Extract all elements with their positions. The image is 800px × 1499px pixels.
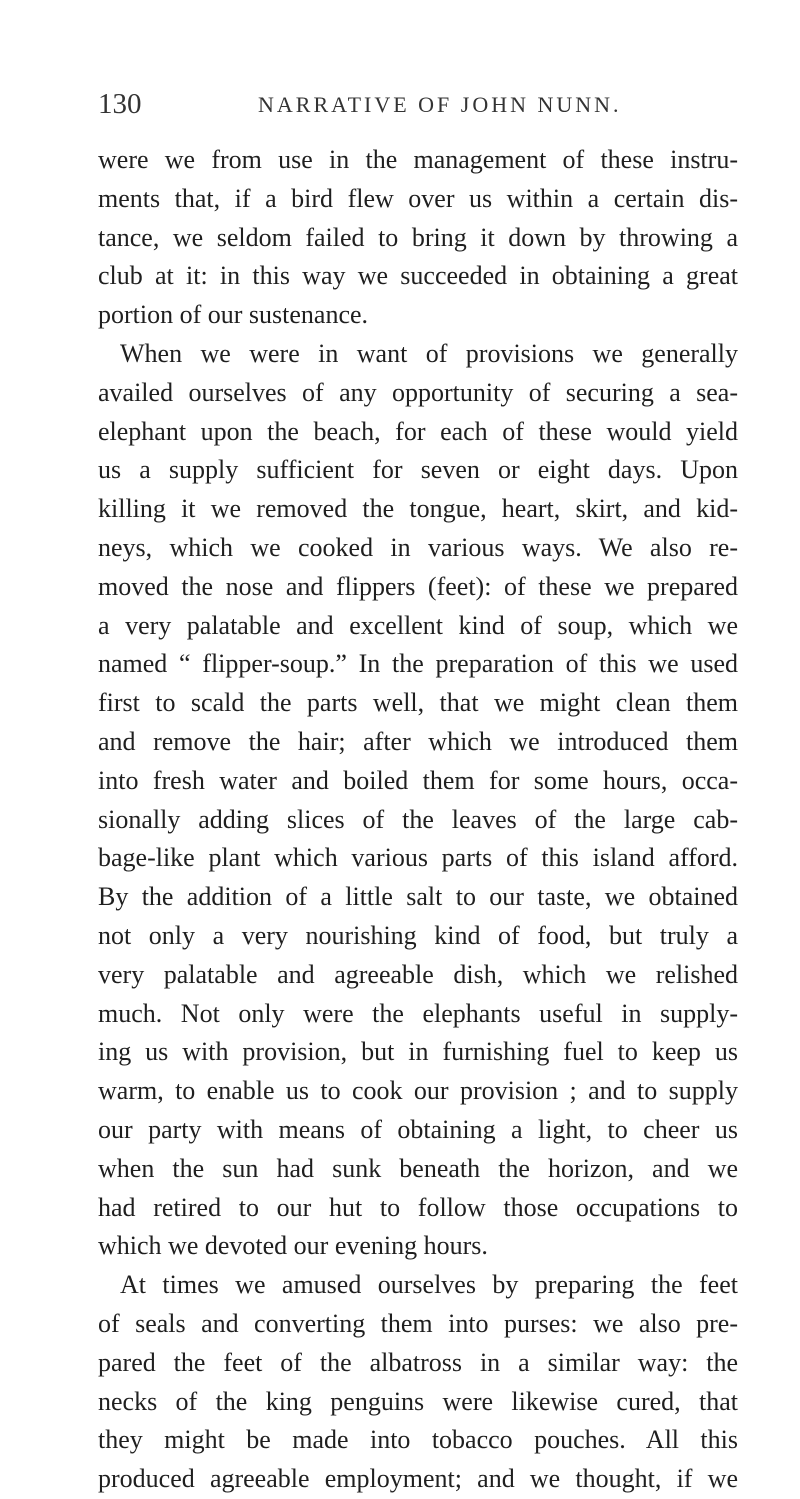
paragraph-start-line: When we were in want of provisions we generally [120,338,738,368]
page-header [98,88,738,128]
text-line: ing us with provision, but in furnishing fuel to keep us [98,1037,738,1067]
text-line: us a supply sufficient for seven or eight days. Upon [98,455,738,485]
text-line: pared the feet of the albatross in a similar way: the [98,1347,738,1377]
text-line: availed ourselves of any opportunity of securing a sea- [98,377,738,407]
text-line: ments that, if a bird flew over us within a certain dis- [98,183,738,213]
text-line: into fresh water and boiled them for some hours, occa- [98,765,738,795]
text-line: produced agreeable employment; and we thought, if we [98,1464,738,1494]
text-line: bage-like plant which various parts of this island afford. [98,843,738,873]
paragraph-start-line: At times we amused ourselves by preparing the feet [120,1270,738,1300]
text-line: club at it: in this way we succeeded in obtaining a great [98,261,738,291]
text-line: which we devoted our evening hours. [98,1231,488,1261]
text-line: not only a very nourishing kind of food, but truly a [98,920,738,950]
text-line: had retired to our hut to follow those occupations to [98,1192,738,1222]
text-line: were we from use in the management of these instru- [98,145,738,174]
text-line: elephant upon the beach, for each of these would yield [98,416,738,446]
text-line: of seals and converting them into purses: we also pre- [98,1308,738,1338]
text-line: much. Not only were the elephants useful in supply- [98,998,738,1028]
text-line: moved the nose and flippers (feet): of these we prepared [98,571,738,601]
text-line: portion of our sustenance. [98,300,369,330]
text-line: when the sun had sunk beneath the horizon, and we [98,1153,738,1183]
text-line: neys, which we cooked in various ways. We also re- [98,532,738,562]
text-line: and remove the hair; after which we introduced them [98,726,738,756]
text-line: they might be made into tobacco pouches. All this [98,1425,738,1455]
text-line: necks of the king penguins were likewise cured, that [98,1386,738,1416]
text-line: warm, to enable us to cook our provision ; and to supply [98,1076,738,1106]
text-line: first to scald the parts well, that we might clean them [98,688,738,718]
page-number: 130 [98,88,142,120]
text-line: By the addition of a little salt to our taste, we obtained [98,882,738,912]
text-line: sionally adding slices of the leaves of the large cab- [98,804,738,834]
text-line: killing it we removed the tongue, heart, skirt, and kid- [98,494,738,524]
text-line: tance, we seldom failed to bring it down by throwing a [98,222,738,252]
text-line: very palatable and agreeable dish, which we relished [98,959,738,989]
text-line: a very palatable and excellent kind of soup, which we [98,610,738,640]
text-line: named “ flipper-soup.” In the preparation of this we used [98,649,738,679]
running-head: NARRATIVE OF JOHN NUNN. [258,92,622,117]
text-line: our party with means of obtaining a light, to cheer us [98,1114,738,1144]
body-text [98,141,738,1499]
